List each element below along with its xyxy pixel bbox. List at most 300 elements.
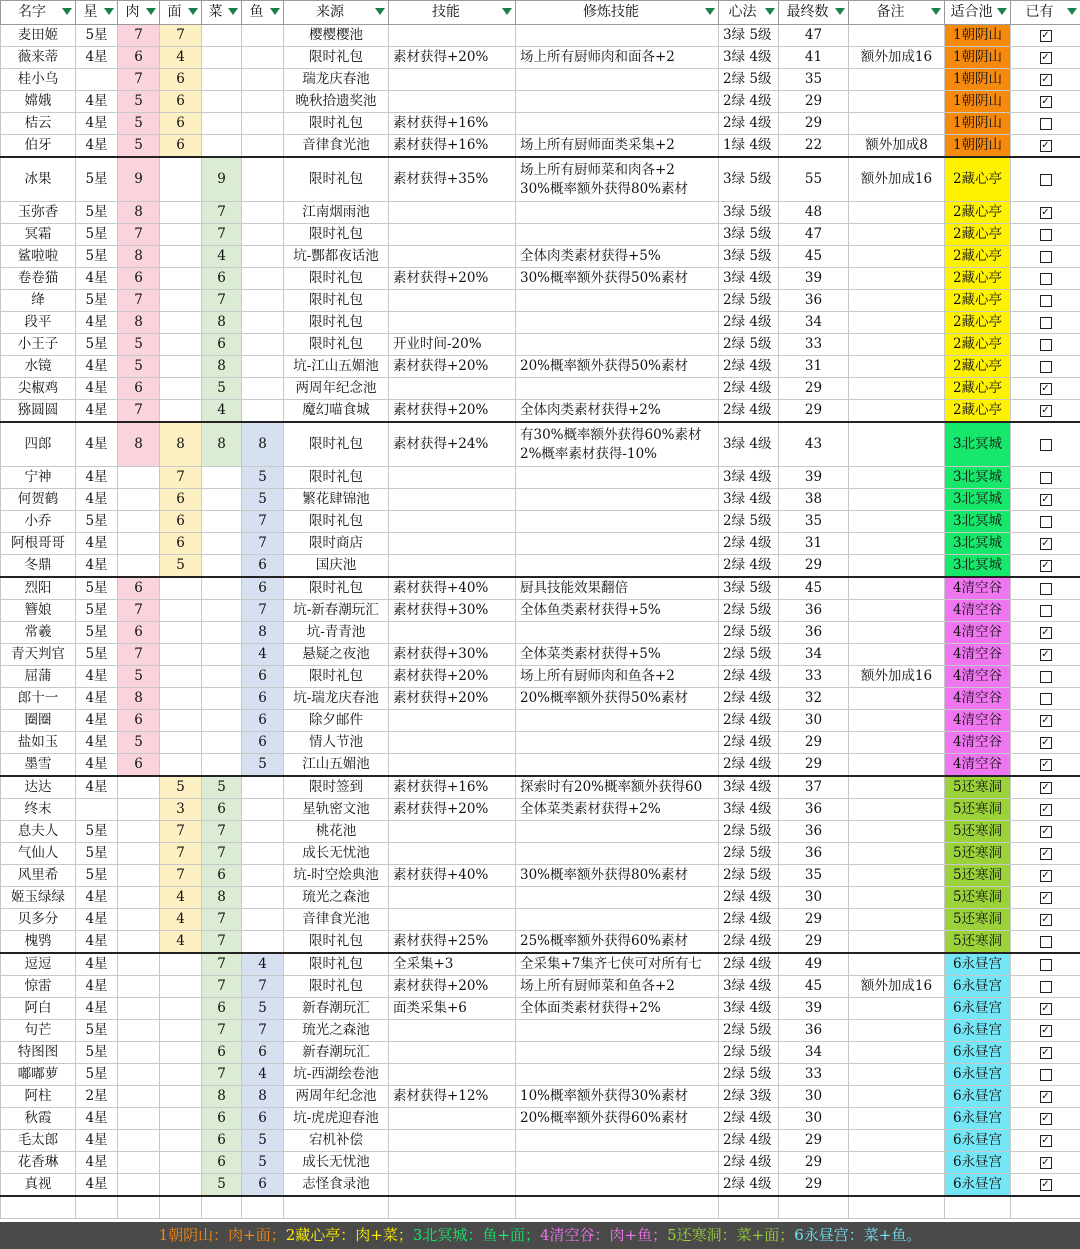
owned-checkbox[interactable]: [1040, 981, 1052, 993]
flour-cell[interactable]: [160, 1108, 202, 1130]
col-header-star[interactable]: 星: [76, 1, 118, 25]
empty-cell[interactable]: [849, 1196, 945, 1219]
meat-cell[interactable]: 7: [118, 400, 160, 423]
note-cell[interactable]: [849, 953, 945, 976]
source-cell[interactable]: 限时礼包: [284, 157, 389, 202]
xinfa-cell[interactable]: 2绿 5级: [719, 511, 779, 533]
xinfa-cell[interactable]: 2绿 5级: [719, 622, 779, 644]
veg-cell[interactable]: [202, 732, 242, 754]
pool-cell[interactable]: 1朝阴山: [945, 69, 1011, 91]
empty-cell[interactable]: [779, 1196, 849, 1219]
flour-cell[interactable]: [160, 688, 202, 710]
meat-cell[interactable]: [118, 489, 160, 511]
star-cell[interactable]: 4星: [76, 931, 118, 954]
filter-dropdown-icon[interactable]: [931, 8, 941, 15]
owned-checkbox[interactable]: ✓: [1041, 869, 1050, 881]
veg-cell[interactable]: 6: [202, 998, 242, 1020]
final-value-cell[interactable]: 29: [779, 909, 849, 931]
chef-name-cell[interactable]: 尖椒鸡: [1, 378, 76, 400]
note-cell[interactable]: [849, 312, 945, 334]
star-cell[interactable]: 4星: [76, 953, 118, 976]
pool-cell[interactable]: 5还寒洞: [945, 909, 1011, 931]
star-cell[interactable]: 5星: [76, 1064, 118, 1086]
meat-cell[interactable]: [118, 953, 160, 976]
star-cell[interactable]: 5星: [76, 843, 118, 865]
chef-name-cell[interactable]: 秋霞: [1, 1108, 76, 1130]
owned-checkbox[interactable]: [1040, 361, 1052, 373]
xinfa-cell[interactable]: 2绿 4级: [719, 400, 779, 423]
note-cell[interactable]: [849, 489, 945, 511]
source-cell[interactable]: 两周年纪念池: [284, 378, 389, 400]
source-cell[interactable]: 限时礼包: [284, 931, 389, 954]
chef-name-cell[interactable]: 墨雪: [1, 754, 76, 777]
owned-checkbox[interactable]: ✓: [1041, 139, 1050, 151]
owned-checkbox[interactable]: ✓: [1041, 95, 1050, 107]
training-cell[interactable]: 场上所有厨师面类采集+2: [516, 135, 719, 158]
note-cell[interactable]: [849, 644, 945, 666]
fish-cell[interactable]: [242, 909, 284, 931]
veg-cell[interactable]: [202, 25, 242, 47]
training-cell[interactable]: 30%概率额外获得80%素材: [516, 865, 719, 887]
meat-cell[interactable]: 6: [118, 47, 160, 69]
chef-name-cell[interactable]: 息夫人: [1, 821, 76, 843]
veg-cell[interactable]: [202, 69, 242, 91]
pool-cell[interactable]: 4清空谷: [945, 600, 1011, 622]
source-cell[interactable]: 坑-青青池: [284, 622, 389, 644]
star-cell[interactable]: 5星: [76, 511, 118, 533]
fish-cell[interactable]: [242, 931, 284, 954]
chef-name-cell[interactable]: 气仙人: [1, 843, 76, 865]
star-cell[interactable]: 4星: [76, 378, 118, 400]
training-cell[interactable]: [516, 511, 719, 533]
skill-cell[interactable]: 素材获得+20%: [389, 799, 516, 821]
fish-cell[interactable]: [242, 91, 284, 113]
fish-cell[interactable]: 6: [242, 710, 284, 732]
pool-cell[interactable]: 4清空谷: [945, 688, 1011, 710]
meat-cell[interactable]: 5: [118, 91, 160, 113]
flour-cell[interactable]: 3: [160, 799, 202, 821]
skill-cell[interactable]: 素材获得+30%: [389, 600, 516, 622]
chef-name-cell[interactable]: 伯牙: [1, 135, 76, 158]
final-value-cell[interactable]: 34: [779, 644, 849, 666]
source-cell[interactable]: 限时礼包: [284, 268, 389, 290]
source-cell[interactable]: 琉光之森池: [284, 1020, 389, 1042]
training-cell[interactable]: 全体肉类素材获得+5%: [516, 246, 719, 268]
training-cell[interactable]: [516, 378, 719, 400]
note-cell[interactable]: [849, 732, 945, 754]
source-cell[interactable]: 限时礼包: [284, 577, 389, 600]
source-cell[interactable]: 志怪食录池: [284, 1174, 389, 1197]
flour-cell[interactable]: 7: [160, 865, 202, 887]
source-cell[interactable]: 限时礼包: [284, 290, 389, 312]
chef-name-cell[interactable]: 达达: [1, 776, 76, 799]
flour-cell[interactable]: 6: [160, 135, 202, 158]
veg-cell[interactable]: 7: [202, 821, 242, 843]
chef-name-cell[interactable]: 绛: [1, 290, 76, 312]
source-cell[interactable]: 坑-瑞龙庆春池: [284, 688, 389, 710]
owned-checkbox[interactable]: [1040, 936, 1052, 948]
note-cell[interactable]: [849, 290, 945, 312]
xinfa-cell[interactable]: 3绿 5级: [719, 157, 779, 202]
owned-checkbox[interactable]: ✓: [1041, 537, 1050, 549]
col-header-name[interactable]: 名字: [1, 1, 76, 25]
note-cell[interactable]: [849, 998, 945, 1020]
veg-cell[interactable]: 8: [202, 1086, 242, 1108]
training-cell[interactable]: [516, 224, 719, 246]
training-cell[interactable]: 探索时有20%概率额外获得60: [516, 776, 719, 799]
source-cell[interactable]: 悬疑之夜池: [284, 644, 389, 666]
star-cell[interactable]: [76, 799, 118, 821]
flour-cell[interactable]: [160, 1174, 202, 1197]
note-cell[interactable]: 额外加成8: [849, 135, 945, 158]
veg-cell[interactable]: 6: [202, 1130, 242, 1152]
source-cell[interactable]: 限时礼包: [284, 47, 389, 69]
owned-checkbox[interactable]: ✓: [1041, 648, 1050, 660]
note-cell[interactable]: [849, 688, 945, 710]
pool-cell[interactable]: 5还寒洞: [945, 865, 1011, 887]
note-cell[interactable]: [849, 1152, 945, 1174]
training-cell[interactable]: 全体鱼类素材获得+5%: [516, 600, 719, 622]
training-cell[interactable]: [516, 202, 719, 224]
chef-name-cell[interactable]: 薇来蒂: [1, 47, 76, 69]
filter-dropdown-icon[interactable]: [228, 8, 238, 15]
owned-checkbox[interactable]: ✓: [1041, 714, 1050, 726]
xinfa-cell[interactable]: 3绿 5级: [719, 202, 779, 224]
xinfa-cell[interactable]: 3绿 4级: [719, 467, 779, 489]
xinfa-cell[interactable]: 2绿 4级: [719, 378, 779, 400]
source-cell[interactable]: 坑-虎虎迎春池: [284, 1108, 389, 1130]
pool-cell[interactable]: 1朝阴山: [945, 47, 1011, 69]
fish-cell[interactable]: 6: [242, 577, 284, 600]
training-cell[interactable]: [516, 312, 719, 334]
chef-name-cell[interactable]: 宁神: [1, 467, 76, 489]
fish-cell[interactable]: 4: [242, 1064, 284, 1086]
training-cell[interactable]: [516, 1020, 719, 1042]
xinfa-cell[interactable]: 2绿 4级: [719, 732, 779, 754]
owned-checkbox[interactable]: ✓: [1041, 913, 1050, 925]
veg-cell[interactable]: 6: [202, 334, 242, 356]
final-value-cell[interactable]: 38: [779, 489, 849, 511]
filter-dropdown-icon[interactable]: [705, 8, 715, 15]
source-cell[interactable]: 音律食光池: [284, 135, 389, 158]
note-cell[interactable]: [849, 202, 945, 224]
training-cell[interactable]: 20%概率额外获得50%素材: [516, 356, 719, 378]
training-cell[interactable]: 厨具技能效果翻倍: [516, 577, 719, 600]
meat-cell[interactable]: [118, 533, 160, 555]
owned-checkbox[interactable]: ✓: [1041, 206, 1050, 218]
fish-cell[interactable]: 8: [242, 1086, 284, 1108]
veg-cell[interactable]: 7: [202, 843, 242, 865]
flour-cell[interactable]: [160, 1086, 202, 1108]
meat-cell[interactable]: [118, 865, 160, 887]
veg-cell[interactable]: [202, 91, 242, 113]
filter-dropdown-icon[interactable]: [270, 8, 280, 15]
chef-name-cell[interactable]: 花香琳: [1, 1152, 76, 1174]
chef-name-cell[interactable]: 句芒: [1, 1020, 76, 1042]
chef-name-cell[interactable]: 水镜: [1, 356, 76, 378]
fish-cell[interactable]: [242, 224, 284, 246]
meat-cell[interactable]: 5: [118, 135, 160, 158]
pool-cell[interactable]: 2藏心亭: [945, 400, 1011, 423]
filter-dropdown-icon[interactable]: [502, 8, 512, 15]
source-cell[interactable]: 情人节池: [284, 732, 389, 754]
source-cell[interactable]: 晚秋拾遗奖池: [284, 91, 389, 113]
training-cell[interactable]: [516, 1130, 719, 1152]
pool-cell[interactable]: 5还寒洞: [945, 843, 1011, 865]
note-cell[interactable]: [849, 356, 945, 378]
note-cell[interactable]: [849, 909, 945, 931]
owned-checkbox[interactable]: [1040, 671, 1052, 683]
skill-cell[interactable]: 素材获得+20%: [389, 47, 516, 69]
chef-name-cell[interactable]: 麦田姬: [1, 25, 76, 47]
veg-cell[interactable]: [202, 47, 242, 69]
star-cell[interactable]: 4星: [76, 533, 118, 555]
owned-checkbox[interactable]: [1040, 174, 1052, 186]
meat-cell[interactable]: 5: [118, 666, 160, 688]
meat-cell[interactable]: [118, 799, 160, 821]
xinfa-cell[interactable]: 2绿 3级: [719, 1086, 779, 1108]
chef-name-cell[interactable]: 槐鸮: [1, 931, 76, 954]
meat-cell[interactable]: [118, 467, 160, 489]
flour-cell[interactable]: [160, 312, 202, 334]
pool-cell[interactable]: 6永昼宫: [945, 1086, 1011, 1108]
final-value-cell[interactable]: 30: [779, 1086, 849, 1108]
col-header-skill[interactable]: 技能: [389, 1, 516, 25]
source-cell[interactable]: 限时礼包: [284, 224, 389, 246]
source-cell[interactable]: 江山五媚池: [284, 754, 389, 777]
xinfa-cell[interactable]: 2绿 5级: [719, 1020, 779, 1042]
xinfa-cell[interactable]: 2绿 4级: [719, 1174, 779, 1197]
xinfa-cell[interactable]: 3绿 5级: [719, 224, 779, 246]
skill-cell[interactable]: [389, 91, 516, 113]
note-cell[interactable]: [849, 334, 945, 356]
note-cell[interactable]: [849, 467, 945, 489]
training-cell[interactable]: [516, 732, 719, 754]
pool-cell[interactable]: 3北冥城: [945, 533, 1011, 555]
skill-cell[interactable]: [389, 1130, 516, 1152]
training-cell[interactable]: [516, 843, 719, 865]
final-value-cell[interactable]: 47: [779, 25, 849, 47]
fish-cell[interactable]: 6: [242, 555, 284, 578]
owned-checkbox[interactable]: ✓: [1041, 1178, 1050, 1190]
veg-cell[interactable]: 5: [202, 1174, 242, 1197]
pool-cell[interactable]: 4清空谷: [945, 710, 1011, 732]
meat-cell[interactable]: 8: [118, 312, 160, 334]
xinfa-cell[interactable]: 2绿 5级: [719, 290, 779, 312]
chef-name-cell[interactable]: 烈阳: [1, 577, 76, 600]
veg-cell[interactable]: [202, 511, 242, 533]
final-value-cell[interactable]: 30: [779, 1108, 849, 1130]
veg-cell[interactable]: [202, 644, 242, 666]
xinfa-cell[interactable]: 2绿 4级: [719, 666, 779, 688]
source-cell[interactable]: 琉光之森池: [284, 887, 389, 909]
final-value-cell[interactable]: 29: [779, 754, 849, 777]
meat-cell[interactable]: [118, 555, 160, 578]
note-cell[interactable]: 额外加成16: [849, 47, 945, 69]
fish-cell[interactable]: [242, 312, 284, 334]
meat-cell[interactable]: 7: [118, 600, 160, 622]
note-cell[interactable]: [849, 577, 945, 600]
chef-name-cell[interactable]: 冥霜: [1, 224, 76, 246]
veg-cell[interactable]: 6: [202, 865, 242, 887]
chef-name-cell[interactable]: 鲨啦啦: [1, 246, 76, 268]
final-value-cell[interactable]: 37: [779, 776, 849, 799]
owned-checkbox[interactable]: ✓: [1041, 736, 1050, 748]
fish-cell[interactable]: 7: [242, 976, 284, 998]
note-cell[interactable]: [849, 268, 945, 290]
flour-cell[interactable]: [160, 202, 202, 224]
meat-cell[interactable]: [118, 821, 160, 843]
final-value-cell[interactable]: 48: [779, 202, 849, 224]
veg-cell[interactable]: 7: [202, 1020, 242, 1042]
skill-cell[interactable]: 素材获得+30%: [389, 644, 516, 666]
flour-cell[interactable]: [160, 1042, 202, 1064]
skill-cell[interactable]: [389, 821, 516, 843]
star-cell[interactable]: 4星: [76, 887, 118, 909]
col-header-final[interactable]: 最终数: [779, 1, 849, 25]
skill-cell[interactable]: 素材获得+20%: [389, 976, 516, 998]
fish-cell[interactable]: 6: [242, 1042, 284, 1064]
fish-cell[interactable]: 6: [242, 1174, 284, 1197]
final-value-cell[interactable]: 36: [779, 290, 849, 312]
star-cell[interactable]: 4星: [76, 776, 118, 799]
note-cell[interactable]: [849, 1064, 945, 1086]
xinfa-cell[interactable]: 2绿 5级: [719, 821, 779, 843]
flour-cell[interactable]: 5: [160, 776, 202, 799]
training-cell[interactable]: [516, 821, 719, 843]
star-cell[interactable]: 5星: [76, 157, 118, 202]
xinfa-cell[interactable]: 3绿 4级: [719, 799, 779, 821]
chef-name-cell[interactable]: 嫦娥: [1, 91, 76, 113]
meat-cell[interactable]: 6: [118, 710, 160, 732]
flour-cell[interactable]: [160, 268, 202, 290]
note-cell[interactable]: [849, 400, 945, 423]
skill-cell[interactable]: [389, 25, 516, 47]
note-cell[interactable]: [849, 843, 945, 865]
star-cell[interactable]: 4星: [76, 666, 118, 688]
meat-cell[interactable]: [118, 776, 160, 799]
xinfa-cell[interactable]: 3绿 4级: [719, 489, 779, 511]
meat-cell[interactable]: [118, 998, 160, 1020]
fish-cell[interactable]: [242, 25, 284, 47]
meat-cell[interactable]: 6: [118, 577, 160, 600]
star-cell[interactable]: 5星: [76, 290, 118, 312]
star-cell[interactable]: 5星: [76, 246, 118, 268]
chef-name-cell[interactable]: 冬鼎: [1, 555, 76, 578]
final-value-cell[interactable]: 22: [779, 135, 849, 158]
meat-cell[interactable]: [118, 1020, 160, 1042]
final-value-cell[interactable]: 35: [779, 69, 849, 91]
meat-cell[interactable]: 7: [118, 224, 160, 246]
skill-cell[interactable]: [389, 378, 516, 400]
final-value-cell[interactable]: 36: [779, 600, 849, 622]
veg-cell[interactable]: 7: [202, 953, 242, 976]
training-cell[interactable]: 全体面类素材获得+2%: [516, 998, 719, 1020]
flour-cell[interactable]: 4: [160, 931, 202, 954]
owned-checkbox[interactable]: ✓: [1041, 1090, 1050, 1102]
skill-cell[interactable]: [389, 246, 516, 268]
xinfa-cell[interactable]: 2绿 4级: [719, 909, 779, 931]
training-cell[interactable]: [516, 909, 719, 931]
pool-cell[interactable]: 6永昼宫: [945, 1064, 1011, 1086]
flour-cell[interactable]: [160, 290, 202, 312]
skill-cell[interactable]: [389, 511, 516, 533]
star-cell[interactable]: 4星: [76, 1152, 118, 1174]
owned-checkbox[interactable]: [1040, 583, 1052, 595]
skill-cell[interactable]: [389, 533, 516, 555]
col-header-xinfa[interactable]: 心法: [719, 1, 779, 25]
skill-cell[interactable]: [389, 754, 516, 777]
training-cell[interactable]: [516, 91, 719, 113]
training-cell[interactable]: 30%概率额外获得50%素材: [516, 268, 719, 290]
chef-name-cell[interactable]: 逗逗: [1, 953, 76, 976]
flour-cell[interactable]: [160, 1020, 202, 1042]
fish-cell[interactable]: [242, 135, 284, 158]
veg-cell[interactable]: [202, 489, 242, 511]
note-cell[interactable]: [849, 1130, 945, 1152]
xinfa-cell[interactable]: 3绿 5级: [719, 25, 779, 47]
skill-cell[interactable]: [389, 1108, 516, 1130]
pool-cell[interactable]: 2藏心亭: [945, 378, 1011, 400]
final-value-cell[interactable]: 30: [779, 710, 849, 732]
meat-cell[interactable]: [118, 1086, 160, 1108]
pool-cell[interactable]: 5还寒洞: [945, 887, 1011, 909]
empty-cell[interactable]: [945, 1196, 1011, 1219]
skill-cell[interactable]: [389, 312, 516, 334]
owned-checkbox[interactable]: [1040, 516, 1052, 528]
star-cell[interactable]: 5星: [76, 202, 118, 224]
training-cell[interactable]: [516, 887, 719, 909]
training-cell[interactable]: [516, 467, 719, 489]
source-cell[interactable]: 新春潮玩汇: [284, 998, 389, 1020]
flour-cell[interactable]: [160, 998, 202, 1020]
note-cell[interactable]: [849, 1042, 945, 1064]
star-cell[interactable]: 4星: [76, 1108, 118, 1130]
meat-cell[interactable]: 8: [118, 202, 160, 224]
meat-cell[interactable]: [118, 1108, 160, 1130]
pool-cell[interactable]: 4清空谷: [945, 732, 1011, 754]
skill-cell[interactable]: 素材获得+25%: [389, 931, 516, 954]
owned-checkbox[interactable]: ✓: [1041, 781, 1050, 793]
flour-cell[interactable]: [160, 732, 202, 754]
veg-cell[interactable]: 7: [202, 909, 242, 931]
final-value-cell[interactable]: 39: [779, 998, 849, 1020]
training-cell[interactable]: 场上所有厨师肉和鱼各+2: [516, 666, 719, 688]
final-value-cell[interactable]: 33: [779, 666, 849, 688]
fish-cell[interactable]: 7: [242, 600, 284, 622]
skill-cell[interactable]: [389, 1020, 516, 1042]
star-cell[interactable]: 4星: [76, 555, 118, 578]
flour-cell[interactable]: 6: [160, 489, 202, 511]
source-cell[interactable]: 樱樱樱池: [284, 25, 389, 47]
source-cell[interactable]: 坑-江山五媚池: [284, 356, 389, 378]
flour-cell[interactable]: [160, 754, 202, 777]
flour-cell[interactable]: [160, 953, 202, 976]
flour-cell[interactable]: 6: [160, 511, 202, 533]
flour-cell[interactable]: 4: [160, 47, 202, 69]
xinfa-cell[interactable]: 2绿 5级: [719, 69, 779, 91]
final-value-cell[interactable]: 36: [779, 1020, 849, 1042]
source-cell[interactable]: 限时礼包: [284, 666, 389, 688]
fish-cell[interactable]: 5: [242, 1152, 284, 1174]
xinfa-cell[interactable]: 2绿 4级: [719, 931, 779, 954]
source-cell[interactable]: 坑-新春潮玩汇: [284, 600, 389, 622]
chef-name-cell[interactable]: 玉弥香: [1, 202, 76, 224]
skill-cell[interactable]: 素材获得+20%: [389, 666, 516, 688]
training-cell[interactable]: [516, 1174, 719, 1197]
owned-checkbox[interactable]: [1040, 1069, 1052, 1081]
empty-cell[interactable]: [160, 1196, 202, 1219]
